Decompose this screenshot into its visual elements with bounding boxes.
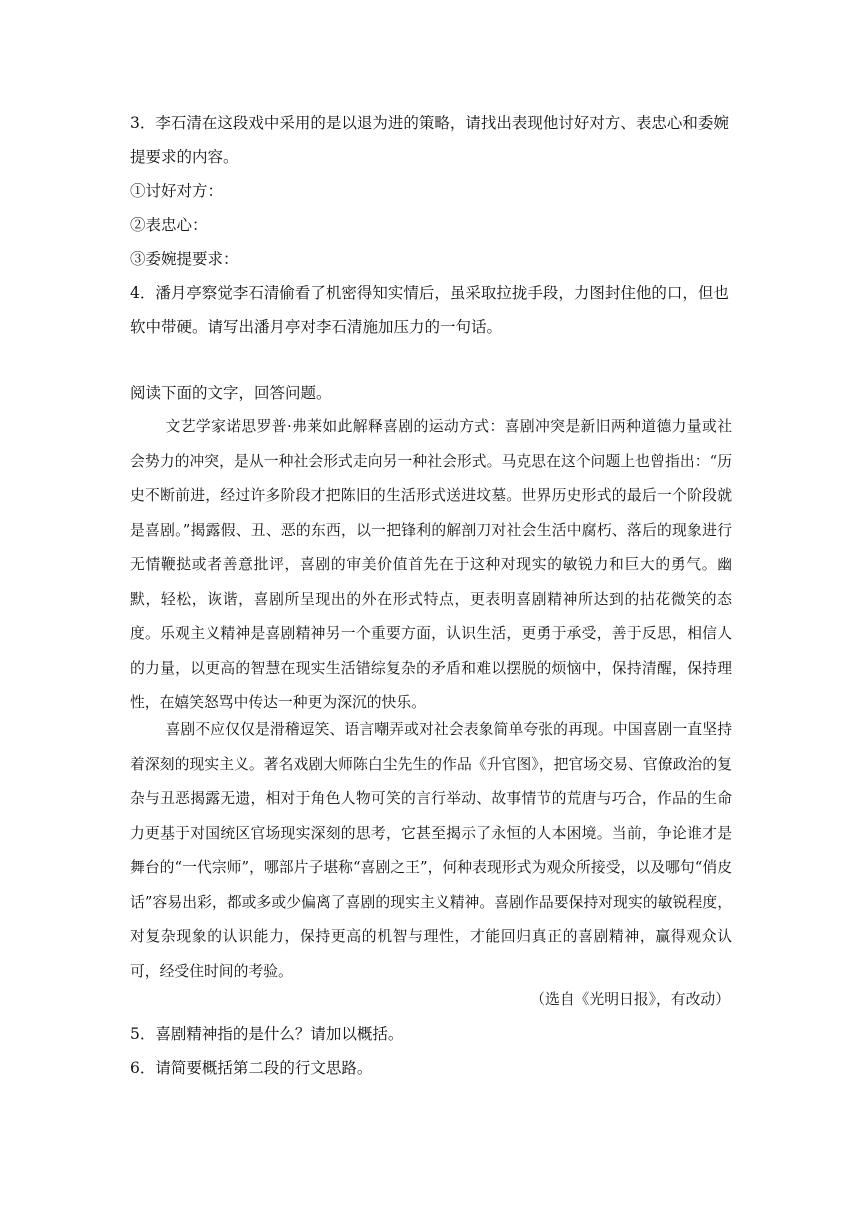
question-3-item-1: ①讨好对方： [130,182,224,200]
reading-instruction: 阅读下面的文字，回答问题。 [130,384,332,402]
question-3: 3．李石清在这段戏中采用的是以退为进的策略，请找出表现他讨好对方、表忠心和委婉提要求的内容。 [130,114,729,166]
passage-paragraph-2: 喜剧不应仅仅是滑稽逗笑、语言嘲弄或对社会表象简单夸张的再现。中国喜剧一直坚持着深刻的现实主义。著名戏剧大师陈白尘先生的作品《升官图》，把官场交易、官僚政治的复杂与丑恶揭露无遗，相对于角色人物可笑的言行举动、故事情节的荒唐与巧合，作品的生命力更基于对国统区官场现实深刻的思考，它甚至揭示了永恒的人本困境。当前，争论谁才是舞台的“一代宗师”，哪部片子堪称“喜剧之王”，何种表现形式为观众所接受，以及哪句“俏皮话”容易出彩，都或多或少偏离了喜剧的现实主义精神。喜剧作品要保持对现实的敏锐程度，对复杂现象的认识能力，保持更高的机智与理性，才能回归真正的喜剧精神，赢得观众认可，经受住时间的考验。 [130,721,732,980]
question-5: 5．喜剧精神指的是什么？请加以概括。 [130,1025,404,1043]
passage-source: （选自《光明日报》，有改动） [530,991,730,1008]
question-3-item-2: ②表忠心： [130,216,208,234]
question-4: 4．潘月亭察觉李石清偷看了机密得知实情后，虽采取拉拢手段，力图封住他的口，但也软中带硬。请写出潘月亭对李石清施加压力的一句话。 [130,284,729,336]
passage-paragraph-1: 文艺学家诺思罗普·弗莱如此解释喜剧的运动方式：喜剧冲突是新旧两种道德力量或社会势力的冲突，是从一种社会形式走向另一种社会形式。马克思在这个问题上也曾指出：“历史不断前进，经过许多阶段才把陈旧的生活形式送进坟墓。世界历史形式的最后一个阶段就是喜剧。”揭露假、丑、恶的东西，以一把锋利的解剖刀对社会生活中腐朽、落后的现象进行无情鞭挞或者善意批评，喜剧的审美价值首先在于这种对现实的敏锐力和巨大的勇气。幽默，轻松，诙谐，喜剧所呈现出的外在形式特点，更表明喜剧精神所达到的拈花微笑的态度。乐观主义精神是喜剧精神另一个重要方面，认识生活，更勇于承受，善于反思，相信人的力量，以更高的智慧在现实生活错综复杂的矛盾和难以摆脱的烦恼中，保持清醒，保持理性，在嬉笑怒骂中传达一种更为深沉的快乐。 [130,418,732,711]
question-3-item-3: ③委婉提要求： [130,250,239,268]
question-6: 6．请简要概括第二段的行文思路。 [130,1059,373,1077]
